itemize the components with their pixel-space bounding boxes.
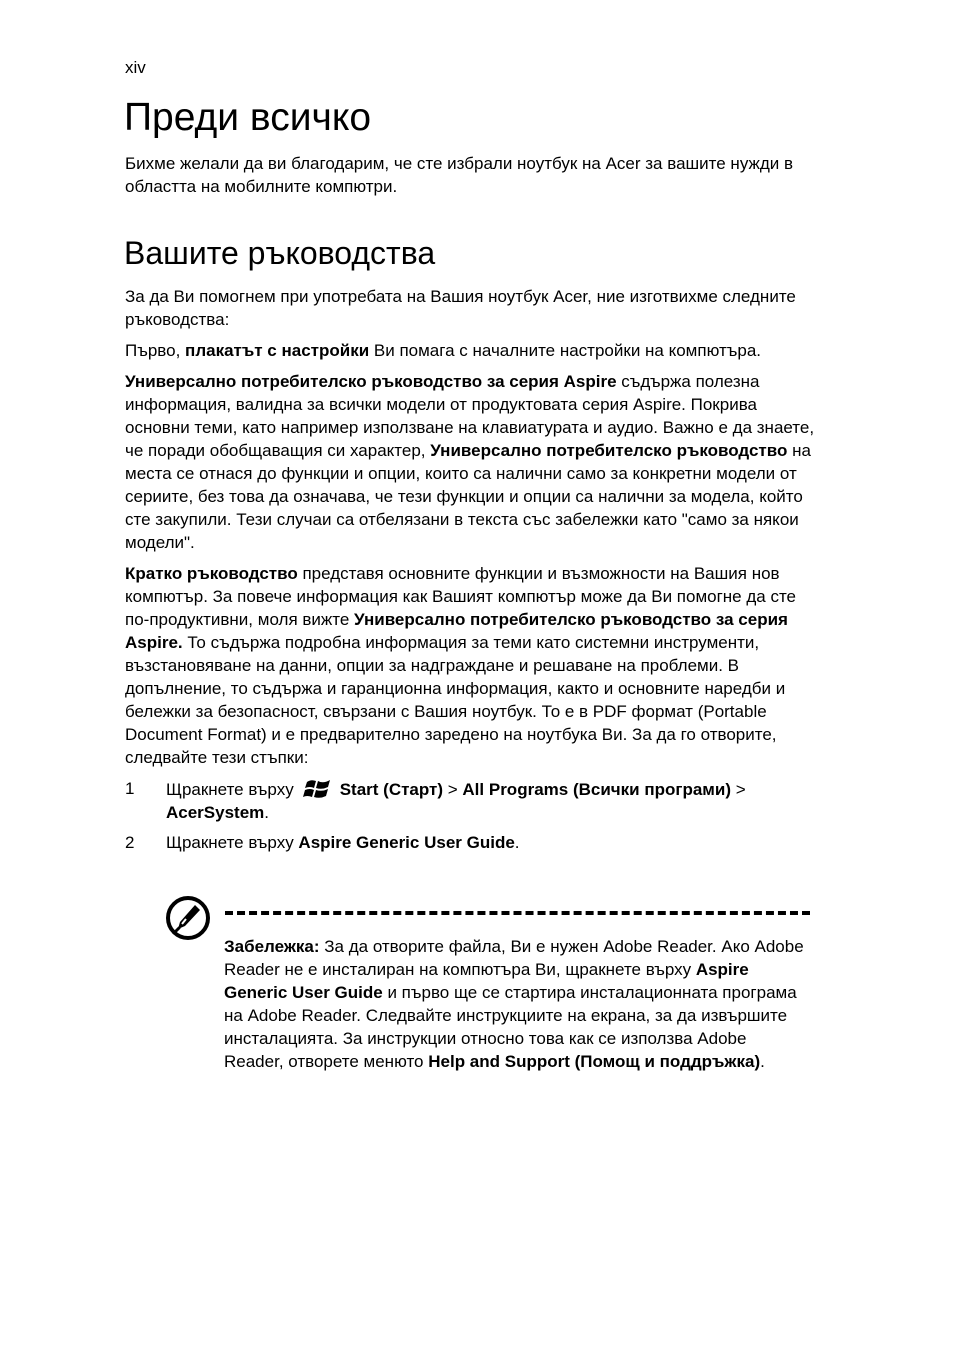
note-text <box>224 935 804 1073</box>
section-title: Вашите ръководства <box>124 235 436 271</box>
text-run: > <box>443 780 463 799</box>
bold-run: Кратко ръководство <box>125 564 298 583</box>
steps-list <box>125 777 815 854</box>
text-run: . <box>760 1052 765 1071</box>
text-run: съдържа полезна информация, валидна за всички модели от продуктовата серия Aspire. Покрива основни теми, като например използване на клавиатурата и аудио. Важно е да знаете, че поради обобщаващия си характер, <box>125 372 815 460</box>
text-run: Ви помага с началните настройки на компютъра. <box>369 341 761 360</box>
intro-paragraph: Бихме желали да ви благодарим, че сте избрали ноутбук на Acer за вашите нужди в областта на мобилните компютри. <box>125 154 794 196</box>
text-run: . <box>514 833 520 852</box>
text-run: За да отворите файла, Ви е нужен Adobe Reader. Ако Adobe Reader не е инсталиран на компютъра Ви, щракнете върху <box>224 937 804 979</box>
text-run: . <box>264 803 270 822</box>
note-divider <box>225 911 810 915</box>
note-label: Забележка: <box>224 937 320 956</box>
paragraph-setup-poster <box>125 339 815 362</box>
bold-run: Help and Support (Помощ и поддръжка) <box>428 1052 761 1071</box>
bold-run: Aspire Generic User Guide <box>298 833 515 852</box>
text-run: Щракнете върху <box>166 833 299 852</box>
bold-run: Aspire Generic User Guide <box>224 960 749 1002</box>
bold-run: Start (Старт) <box>339 780 444 799</box>
step-number: 2 <box>125 833 135 852</box>
note-pen-icon <box>165 895 211 941</box>
bold-run: Универсално потребителско ръководство <box>430 441 788 460</box>
windows-logo-icon <box>302 777 334 801</box>
bold-run: Универсално потребителско ръководство за серия Aspire <box>125 372 617 391</box>
text-run: То съдържа подробна информация за теми като системни инструменти, възстановяване на данни, опции за надграждане и решаване на проблеми. В допълнение, то съдържа и гаранционна информация, както и основните наредби и бележки за безопасност, свързани с Вашия ноутбук. То е в PDF формат (Portable Document Format) и е предварително заредено на ноутбука Ви. За да го отворите, следвайте тези стъпки: <box>125 633 786 767</box>
text-run: > <box>730 780 746 799</box>
step-item <box>125 777 815 824</box>
text-run: Първо, <box>125 341 186 360</box>
paragraph-guides-intro: За да Ви помогнем при употребата на Вашия ноутбук Acer, ние изготвихме следните ръководства: <box>125 287 796 329</box>
bold-run: плакатът с настройки <box>185 341 370 360</box>
bold-run: AcerSystem <box>166 803 265 822</box>
bold-run: All Programs (Всички програми) <box>462 780 731 799</box>
text-run: представя основните функции и възможности на Вашия нов компютър. За повече информация как Вашият компютър може да Ви помогне да сте по-продуктивни, моля вижте <box>125 564 797 629</box>
paragraph-generic-guide <box>125 370 815 554</box>
page-title: Преди всичко <box>124 96 372 139</box>
step-number: 1 <box>125 779 135 798</box>
step-item <box>125 831 815 854</box>
text-run: на места се отнася до функции и опции, които са налични само за конкретни модели от сериите, без това да означава, че тези функции и опции са налични за модела, който сте закупили. Тези случаи са отбелязани в текста със забележки като "само за някои модели". <box>125 441 811 552</box>
text-run: Щракнете върху <box>166 780 294 799</box>
paragraph-quick-guide <box>125 562 815 769</box>
page-number: xiv <box>125 58 146 77</box>
text-run: и първо ще се стартира инсталационната програма на Adobe Reader. Следвайте инструкциите на екрана, за да извършите инсталацията. За инструкции относно това как се използва Adobe Reader, отворете менюто <box>224 983 797 1071</box>
section-body <box>125 285 815 861</box>
bold-run: Универсално потребителско ръководство за серия Aspire. <box>125 610 788 652</box>
